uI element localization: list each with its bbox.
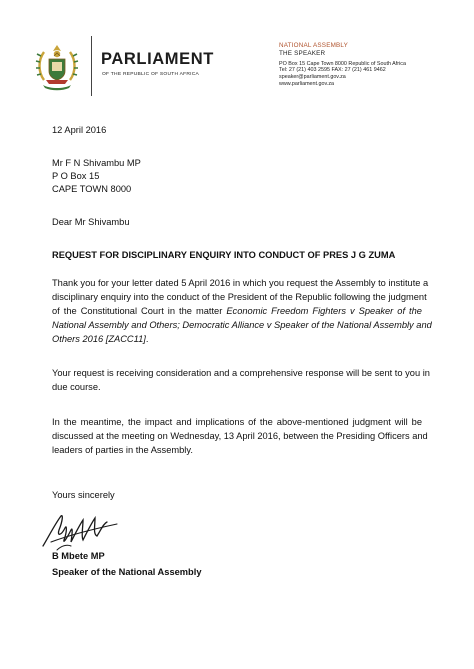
recipient-line: P O Box 15 (52, 171, 100, 181)
paragraph-line: due course. (52, 382, 101, 392)
text-segment: of the Constitutional Court in the matter (52, 306, 227, 316)
paragraph-line (52, 304, 422, 318)
salutation: Dear Mr Shivambu (52, 217, 130, 227)
office-contact-block (279, 42, 406, 87)
paragraph-line: In the meantime, the impact and implications of the above-mentioned judgment will be (52, 417, 422, 427)
letter-date: 12 April 2016 (52, 125, 107, 135)
office-phone: Tel: 27 (21) 403 2595 FAX: 27 (21) 461 9462 (279, 67, 386, 74)
office-website[interactable]: www.parliament.gov.za (279, 80, 335, 87)
case-citation: Economic Freedom Fighters v Speaker of the (226, 306, 422, 316)
paragraph-line: discussed at the meeting on Wednesday, 13 April 2016, between the Presiding Officers and (52, 431, 428, 441)
signatory-name: B Mbete MP (52, 551, 105, 561)
signatory-title: Speaker of the National Assembly (52, 567, 202, 577)
subject-line: REQUEST FOR DISCIPLINARY ENQUIRY INTO CONDUCT OF PRES J G ZUMA (52, 250, 396, 260)
coat-of-arms-icon (34, 42, 80, 92)
paragraph-line: Thank you for your letter dated 5 April 2016 in which you request the Assembly to institute a (52, 278, 429, 288)
office-title: THE SPEAKER (279, 50, 326, 58)
case-citation: Others 2016 [ZACC11] (52, 334, 146, 344)
office-address: PO Box 15 Cape Town 8000 Republic of South Africa (279, 60, 406, 67)
paragraph-line (52, 318, 432, 332)
paragraph-line: disciplinary enquiry into the conduct of the President of the Republic following the judgment (52, 292, 427, 302)
paragraph-line: leaders of parties in the Assembly. (52, 445, 193, 455)
office-email[interactable]: speaker@parliament.gov.za (279, 74, 346, 80)
body-paragraph-3 (52, 415, 428, 457)
paragraph-line: Your request is receiving consideration and a comprehensive response will be sent to you in (52, 368, 430, 378)
recipient-address (52, 157, 141, 196)
body-paragraph-2 (52, 366, 430, 394)
text-segment: . (145, 334, 149, 344)
org-subtitle: OF THE REPUBLIC OF SOUTH AFRICA (102, 72, 200, 77)
recipient-line: CAPE TOWN 8000 (52, 184, 132, 194)
letterhead-divider (91, 36, 92, 96)
paragraph-line (52, 332, 422, 346)
case-citation: National Assembly and Others; Democratic Alliance v Speaker of the National Assembly and (52, 320, 432, 330)
org-name: PARLIAMENT (101, 50, 214, 68)
office-name: NATIONAL ASSEMBLY (279, 42, 349, 49)
body-paragraph-1 (52, 276, 432, 346)
recipient-line: Mr F N Shivambu MP (52, 158, 141, 168)
closing: Yours sincerely (52, 490, 115, 500)
